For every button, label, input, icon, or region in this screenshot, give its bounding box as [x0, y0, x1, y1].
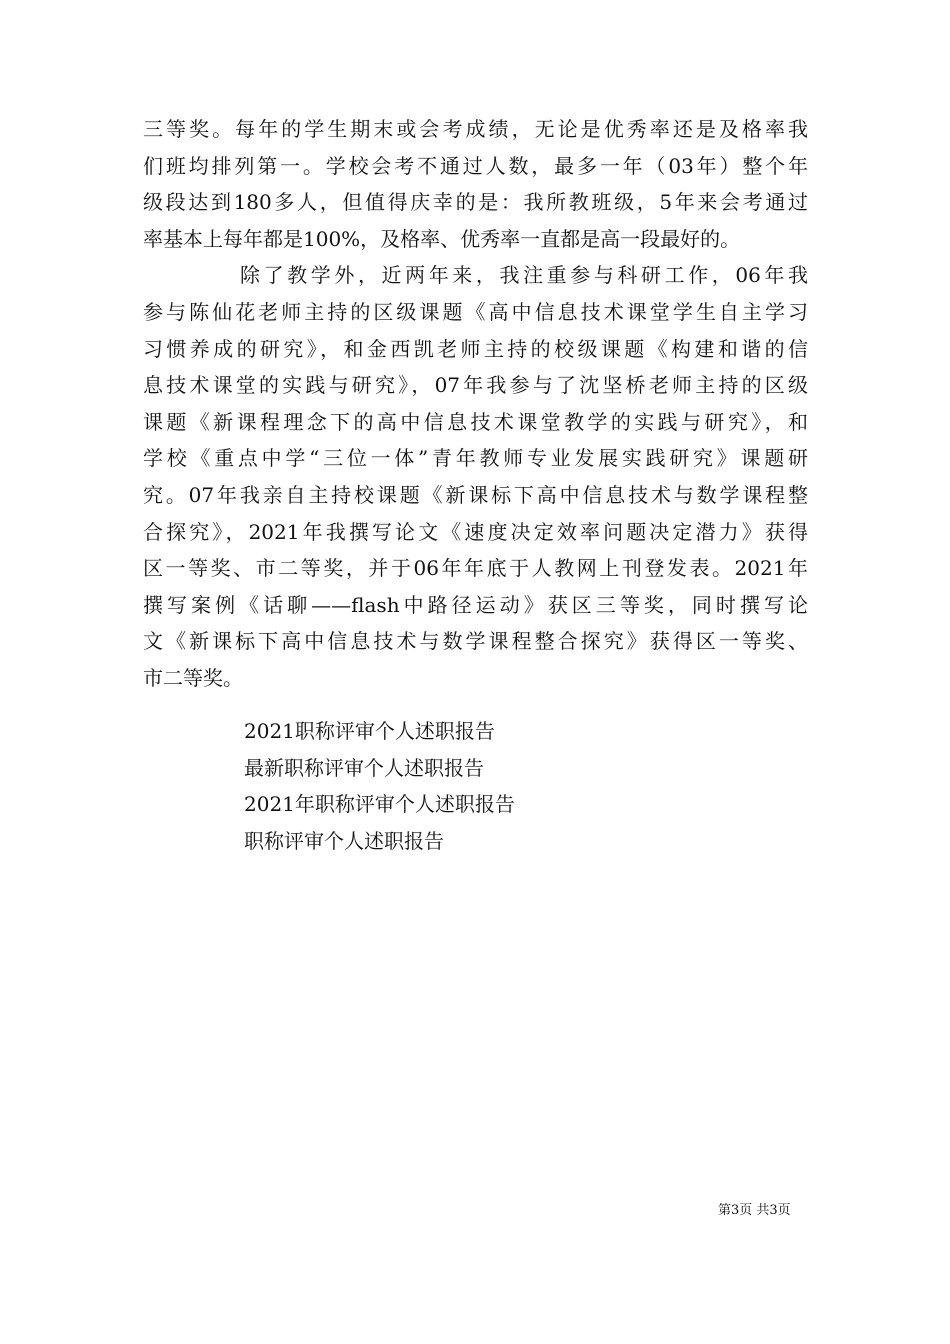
related-title-item[interactable]: 最新职称评审个人述职报告: [244, 755, 484, 780]
paragraph-1-line-1: 三等奖。每年的学生期末或会考成绩，无论是优秀率还是及格率我: [143, 117, 808, 141]
paragraph-2-line-4: 息技术课堂的实践与研究》，07年我参与了沈坚桥老师主持的区级: [143, 373, 808, 398]
related-titles-list: [244, 713, 515, 859]
related-title-item[interactable]: 2021年职称评审个人述职报告: [244, 792, 515, 817]
report-body: [143, 111, 808, 697]
paragraph-2-line-1: 除了教学外，近两年来，我注重参与科研工作，06年我: [240, 263, 808, 288]
paragraph-2-line-6: 学校《重点中学“三位一体”青年教师专业发展实践研究》课题研: [143, 446, 808, 471]
paragraph-2-line-2: 参与陈仙花老师主持的区级课题《高中信息技术课堂学生自主学习: [143, 299, 808, 324]
related-title-item[interactable]: 职称评审个人述职报告: [244, 828, 444, 853]
paragraph-2-line-8: 合探究》，2021年我撰写论文《速度决定效率问题决定潜力》获得: [143, 519, 808, 544]
page-number-footer: 第3页 共3页: [718, 1203, 791, 1218]
paragraph-1-line-3: 级段达到180多人，但值得庆幸的是：我所教班级，5年来会考通过: [143, 190, 808, 215]
paragraph-2-line-11: 文《新课标下高中信息技术与数学课程整合探究》获得区一等奖、: [143, 629, 808, 654]
paragraph-1-line-4: 率基本上每年都是100%，及格率、优秀率一直都是高一段最好的。: [143, 226, 741, 251]
paragraph-2-line-12: 市二等奖。: [143, 665, 243, 690]
related-title-item[interactable]: 2021职称评审个人述职报告: [244, 719, 495, 743]
paragraph-2-line-3: 习惯养成的研究》，和金西凯老师主持的校级课题《构建和谐的信: [143, 336, 808, 361]
paragraph-2-line-10: 撰写案例《话聊——flash中路径运动》获区三等奖，同时撰写论: [143, 592, 808, 617]
paragraph-2-line-9: 区一等奖、市二等奖，并于06年年底于人教网上刊登发表。2021年: [143, 556, 808, 581]
paragraph-1-line-2: 们班均排列第一。学校会考不通过人数，最多一年（03年）整个年: [143, 153, 808, 178]
paragraph-2-line-5: 课题《新课程理念下的高中信息技术课堂教学的实践与研究》，和: [143, 409, 808, 434]
paragraph-2-line-7: 究。07年我亲自主持校课题《新课标下高中信息技术与数学课程整: [143, 482, 808, 507]
